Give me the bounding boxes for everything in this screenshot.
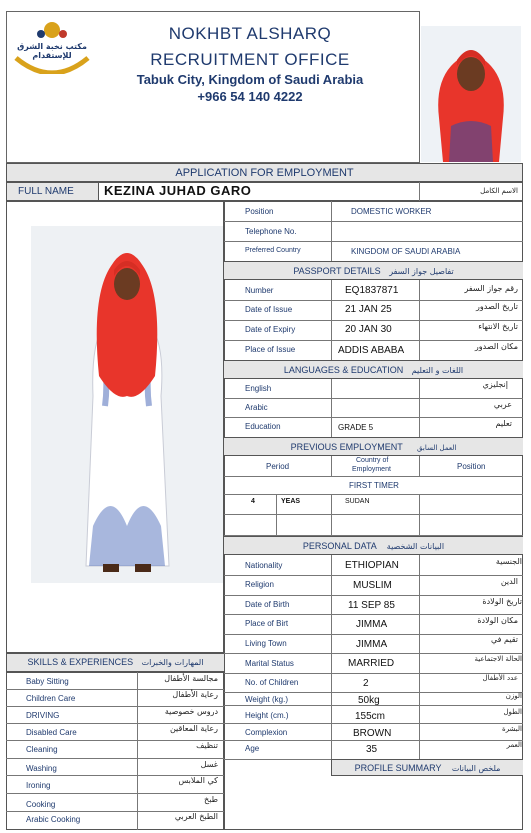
dob-arabic: تاريخ الولادة	[482, 597, 522, 606]
full-name-arabic: الاسم الكامل	[480, 187, 518, 195]
passport-title-ar: تفاصيل جواز السفر	[389, 267, 454, 276]
issue-date-label: Date of Issue	[245, 305, 293, 314]
telephone-label: Telephone No.	[245, 227, 297, 236]
company-phone: +966 54 140 4222	[197, 89, 303, 104]
passport-title: PASSPORT DETAILS	[293, 266, 381, 276]
religion-label: Religion	[245, 580, 274, 589]
application-title: APPLICATION FOR EMPLOYMENT	[175, 167, 354, 179]
employment-country: SUDAN	[345, 498, 370, 505]
complexion-label: Complexion	[245, 728, 288, 737]
birthplace-arabic: مكان الولادة	[477, 616, 518, 625]
country-column-header-1: Country of	[356, 457, 389, 464]
dob-value: 11 SEP 85	[348, 600, 395, 611]
company-name-line2: RECRUITMENT OFFICE	[150, 50, 350, 69]
full-body-photo	[31, 226, 223, 583]
skill-ironing: Ironing	[26, 781, 51, 790]
skill-driving: DRIVING	[26, 711, 60, 720]
skills-title: SKILLS & EXPERIENCES	[27, 657, 134, 667]
expiry-date-value: 20 JAN 30	[345, 324, 392, 335]
skill-washing-ar: غسل	[200, 760, 218, 769]
skill-baby-sitting: Baby Sitting	[26, 677, 69, 686]
languages-header	[224, 360, 523, 379]
age-value: 35	[366, 744, 378, 755]
skills-header	[6, 653, 224, 672]
company-name-line1: NOKHBT ALSHARQ	[168, 24, 332, 43]
full-body-person-icon	[31, 226, 223, 583]
living-town-label: Living Town	[245, 639, 287, 648]
full-name-label: FULL NAME	[18, 186, 74, 197]
personal-data-title: PERSONAL DATA	[302, 541, 377, 551]
skill-arabic-cooking: Arabic Cooking	[26, 815, 81, 824]
skill-baby-sitting-ar: مجالسة الأطفال	[164, 674, 218, 683]
arabic-arabic: عربي	[493, 400, 512, 409]
nationality-value: ETHIOPIAN	[345, 560, 399, 571]
religion-arabic: الدين	[500, 577, 518, 586]
weight-arabic: الوزن	[505, 692, 522, 700]
birthplace-label: Place of Birt	[245, 619, 289, 628]
application-title-bar	[6, 163, 523, 182]
skill-cleaning-ar: تنظيف	[196, 741, 218, 750]
religion-value: MUSLIM	[353, 580, 392, 591]
skill-cooking: Cooking	[26, 800, 56, 809]
nationality-label: Nationality	[245, 561, 283, 570]
company-city: Tabuk City, Kingdom of Saudi Arabia	[136, 72, 364, 87]
period-column-header: Period	[266, 462, 290, 471]
education-label: Education	[245, 422, 281, 431]
english-arabic: إنجليزي	[482, 380, 508, 389]
headshot-person-icon	[421, 26, 521, 162]
issue-date-value: 21 JAN 25	[345, 304, 392, 315]
living-town-value: JIMMA	[356, 639, 388, 650]
issue-place-arabic: مكان الصدور	[474, 342, 518, 351]
profile-summary-header	[331, 759, 523, 776]
previous-employment-title-ar: العمل السابق	[417, 444, 457, 452]
expiry-date-label: Date of Expiry	[245, 325, 296, 334]
headshot-photo	[421, 26, 521, 162]
marital-status-label: Marital Status	[245, 659, 294, 668]
birthplace-value: JIMMA	[356, 619, 388, 630]
skill-disabled-care-ar: رعاية المعاقين	[169, 724, 218, 733]
skill-disabled-care: Disabled Care	[26, 728, 77, 737]
children-arabic: عدد الأطفال	[482, 674, 518, 682]
weight-label: Weight (kg.)	[245, 695, 288, 704]
preferred-country-label: Preferred Country	[245, 247, 301, 254]
height-label: Height (cm.)	[245, 711, 289, 720]
position-value: DOMESTIC WORKER	[351, 207, 432, 216]
dob-label: Date of Birth	[245, 600, 290, 609]
full-name-value: KEZINA JUHAD GARO	[104, 183, 252, 198]
passport-number-label: Number	[245, 286, 274, 295]
arabic-label: Arabic	[245, 403, 268, 412]
personal-data-title-ar: البيانات الشخصية	[386, 542, 445, 551]
company-logo	[10, 18, 94, 74]
profile-summary-title-ar: ملخص البيانات	[451, 764, 501, 773]
education-arabic: تعليم	[495, 419, 512, 428]
marital-status-value: MARRIED	[348, 658, 395, 669]
nationality-arabic: الجنسية	[495, 557, 522, 566]
issue-place-value: ADDIS ABABA	[338, 345, 405, 356]
skills-title-ar: المهارات والخبرات	[141, 658, 204, 667]
preferred-country-value: KINGDOM OF SAUDI ARABIA	[351, 247, 461, 256]
height-arabic: الطول	[503, 708, 522, 716]
skill-children-care: Children Care	[26, 694, 76, 703]
children-label: No. of Children	[245, 678, 299, 687]
children-value: 2	[363, 678, 369, 689]
country-column-header-2: Employment	[352, 466, 391, 473]
passport-number-value: EQ1837871	[345, 285, 399, 296]
position-label: Position	[245, 207, 274, 216]
issue-date-arabic: تاريخ الصدور	[476, 302, 518, 311]
passport-header	[224, 261, 523, 280]
complexion-arabic: البشرة	[502, 725, 522, 733]
education-value: GRADE 5	[338, 423, 374, 432]
personal-data-header	[224, 536, 523, 555]
previous-employment-title: PREVIOUS EMPLOYMENT	[290, 442, 403, 452]
skill-children-care-ar: رعاية الأطفال	[172, 690, 218, 699]
living-town-arabic: تقيم في	[490, 635, 518, 644]
expiry-date-arabic: تاريخ الانتهاء	[478, 322, 518, 331]
employment-period-number: 4	[251, 498, 255, 505]
age-label: Age	[245, 744, 260, 753]
skill-driving-ar: دروس خصوصية	[164, 707, 218, 716]
logo-text: مكتب نخبة الشرق للإستقدام	[17, 42, 87, 60]
issue-place-label: Place of Issue	[245, 345, 296, 354]
profile-summary-title: PROFILE SUMMARY	[354, 763, 442, 773]
skill-washing: Washing	[26, 764, 57, 773]
languages-title: LANGUAGES & EDUCATION	[283, 365, 404, 375]
position-column-header: Position	[457, 462, 486, 471]
skill-cleaning: Cleaning	[26, 745, 58, 754]
skill-arabic-cooking-ar: الطبخ العربي	[174, 812, 218, 821]
passport-number-arabic: رقم جواز السفر	[464, 284, 518, 293]
skill-cooking-ar: طبخ	[204, 795, 218, 804]
first-timer-text: FIRST TIMER	[349, 481, 399, 490]
employment-period-unit: YEAS	[281, 498, 301, 505]
languages-title-ar: اللغات و التعليم	[411, 366, 464, 375]
complexion-value: BROWN	[353, 728, 392, 739]
height-value: 155cm	[355, 711, 386, 722]
age-arabic: العمر	[506, 741, 522, 749]
previous-employment-header	[224, 437, 523, 456]
english-label: English	[245, 384, 272, 393]
skill-ironing-ar: كي الملابس	[178, 776, 218, 785]
weight-value: 50kg	[358, 695, 380, 706]
marital-status-arabic: الحالة الاجتماعية	[474, 655, 522, 663]
